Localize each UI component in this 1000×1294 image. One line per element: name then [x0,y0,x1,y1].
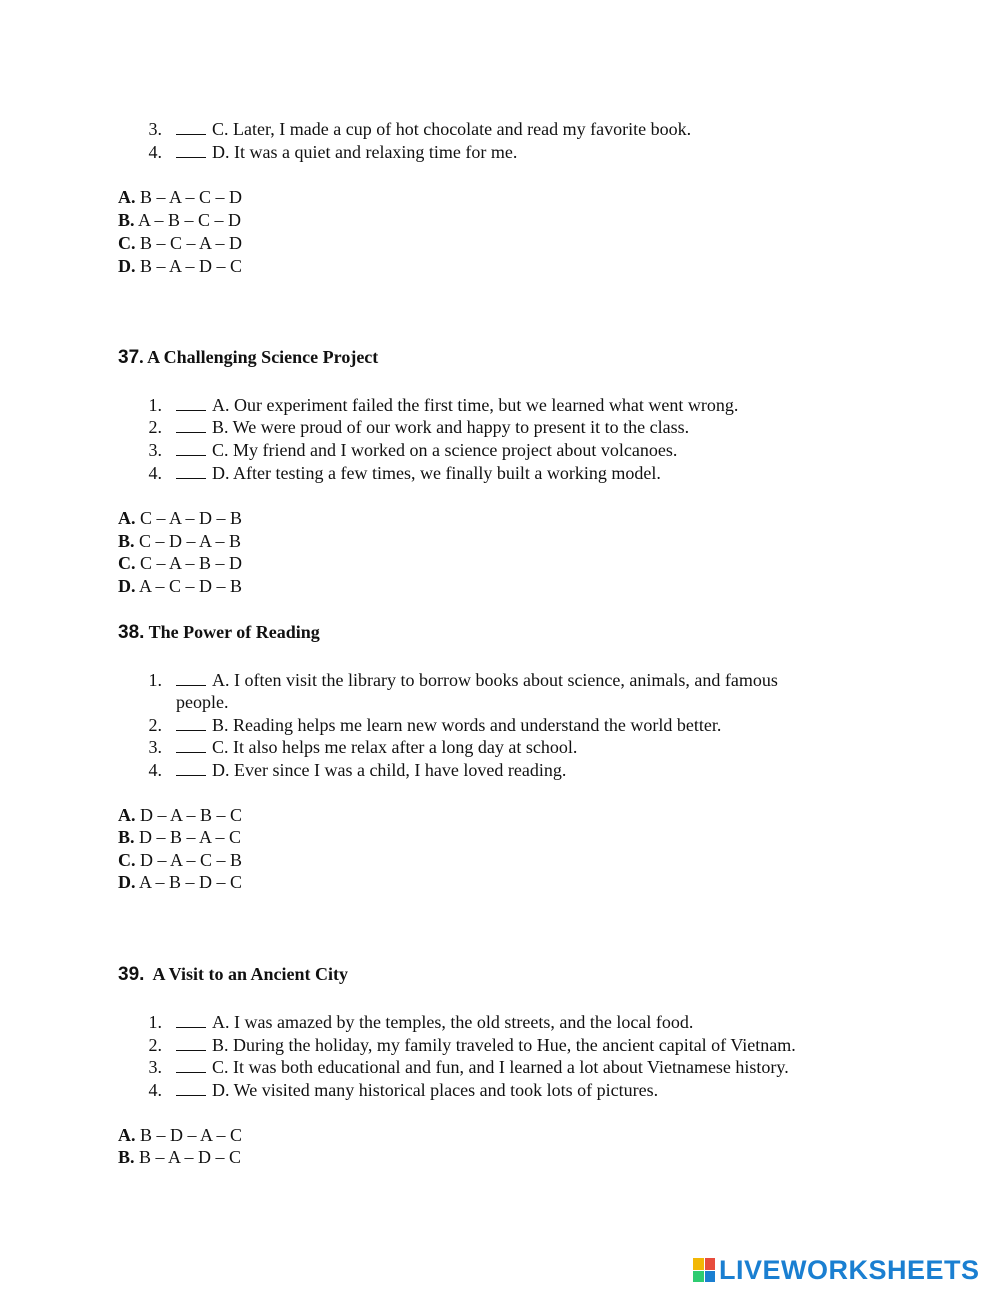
answer-blank[interactable] [176,417,206,433]
item-text: C. Later, I made a cup of hot chocolate and read my favorite book. [212,119,692,139]
option-a[interactable]: A. B – A – C – D [118,187,243,207]
logo-mark-tile [705,1271,716,1283]
answer-blank[interactable] [176,463,206,479]
question-title: The Power of Reading [148,622,320,642]
answer-blank[interactable] [176,715,206,731]
logo-mark-tile [693,1258,704,1270]
answer-blank[interactable] [176,1012,206,1028]
answer-blank[interactable] [176,670,206,686]
worksheet-page: 3. C. Later, I made a cup of hot chocolate and read my favorite book. 4. D. It was a quiet and relaxing time for me. A. B – A – C – D B. A – B – C – D C. B – C – A – D D. B – A – D – C 37. A Challenging Science Project 1. A. Our experiment failed the first time, but we learned what went wrong. 2. B. We were proud of our work and happy to present it to the class. 3. C. My friend and I worked on a science project about volcanoes. 4. D. After testing a few times, we finally built a working model. A. C – A – D – B B. C – D – A – B C. C – A – B – D D. A – C – D – B 38. The Power of Reading 1. A. I often visit the library to borrow books about science, animals, and famous people. 2. B. Reading helps me learn new words and understand the world better. 3. C. It also helps me relax after a long day at school. 4. D. Ever since I was a child, I have loved reading. A. D – A – B – C B. D – B – A – C C. D – A – C – B D. A – B – D – C 39. A Visit to an Ancient City 1. A. I was amazed by the temples, the old streets, and the local food. 2. B. During the holiday, my family traveled to Hue, the ancient capital of Vietnam. 3. C. It was both educational and fun, and I learned a lot about Vietnamese history. 4. D. We visited many historical places and took lots of pictures. A. B – D – A – C B. B – A – D – C LIVEWORKSHEETS [118,119,980,1285]
logo-text: LIVEWORKSHEETS [719,1254,980,1285]
answer-blank[interactable] [176,737,206,753]
question-number: 38. [118,622,145,643]
option-d[interactable]: D. A – B – D – C [118,872,243,892]
option-b[interactable]: B. A – B – C – D [118,210,242,230]
answer-blank[interactable] [176,1057,206,1073]
answer-blank[interactable] [176,1080,206,1096]
question-title: A Challenging Science Project [147,347,379,367]
logo-mark-tile [693,1271,704,1283]
option-c[interactable]: C. C – A – B – D [118,553,243,573]
answer-blank[interactable] [176,760,206,776]
answer-blank[interactable] [176,395,206,411]
option-d[interactable]: D. B – A – D – C [118,256,243,276]
liveworksheets-logo[interactable] [693,1256,980,1284]
answer-blank[interactable] [176,119,206,135]
option-c[interactable]: C. B – C – A – D [118,233,243,253]
question-heading [118,964,348,986]
question-heading [118,622,320,644]
logo-mark-tile [705,1258,716,1270]
answer-blank[interactable] [176,440,206,456]
option-a[interactable]: A. B – D – A – C [118,1125,243,1145]
answer-blank[interactable] [176,1035,206,1051]
option-d[interactable]: D. A – C – D – B [118,576,243,596]
option-b[interactable]: B. C – D – A – B [118,531,242,551]
item-text: D. It was a quiet and relaxing time for me. [212,142,518,162]
question-number: 37 [118,347,140,368]
liveworksheets-logo-icon [693,1258,715,1282]
option-a[interactable]: A. D – A – B – C [118,805,243,825]
question-title: A Visit to an Ancient City [152,964,348,984]
item-number: 4. [148,142,162,162]
list-item-continuation: people. [176,692,229,712]
item-number: 3. [148,119,162,139]
option-b[interactable]: B. B – A – D – C [118,1147,242,1167]
question-heading: 37. A Challenging Science Project [118,347,379,368]
answer-blank[interactable] [176,142,206,158]
question-number: 39. [118,964,145,985]
option-c[interactable]: C. D – A – C – B [118,850,243,870]
option-b[interactable]: B. D – B – A – C [118,827,242,847]
option-a[interactable]: A. C – A – D – B [118,508,243,528]
